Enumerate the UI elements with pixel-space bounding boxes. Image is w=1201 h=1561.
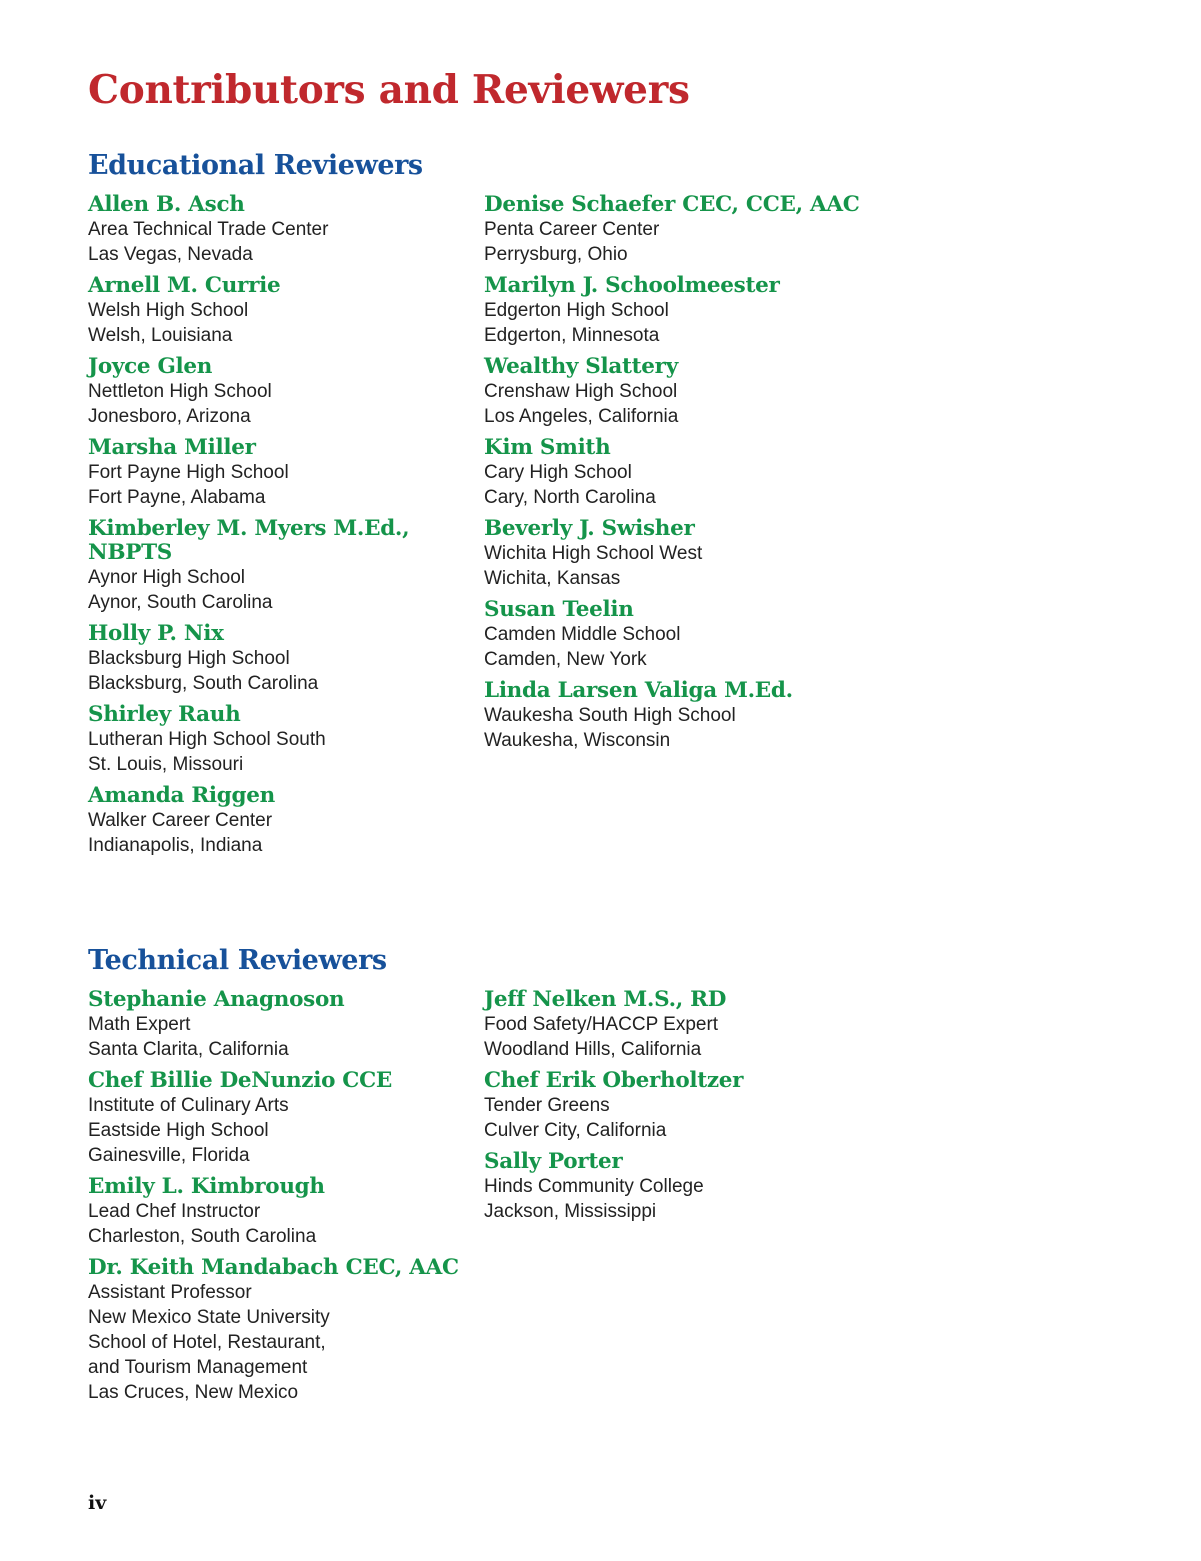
reviewer-name: Marsha Miller: [88, 435, 256, 460]
reviewer-detail-line: Welsh, Louisiana: [88, 325, 233, 346]
reviewer-name: Arnell M. Currie: [88, 273, 281, 298]
reviewer-name: Marilyn J. Schoolmeester: [484, 273, 780, 298]
reviewer-detail-line: School of Hotel, Restaurant,: [88, 1332, 326, 1353]
reviewer-entry: [484, 274, 904, 348]
reviewer-name: Sally Porter: [484, 1149, 623, 1174]
reviewer-detail-line: Indianapolis, Indiana: [88, 835, 263, 856]
reviewer-name: Shirley Rauh: [88, 702, 241, 727]
reviewer-detail-line: Culver City, California: [484, 1120, 667, 1141]
reviewer-entry: [484, 988, 904, 1062]
reviewer-detail-line: Walker Career Center: [88, 810, 273, 831]
reviewer-detail-line: Santa Clarita, California: [88, 1039, 289, 1060]
reviewer-detail-line: Woodland Hills, California: [484, 1039, 702, 1060]
reviewer-name: Jeff Nelken M.S., RD: [484, 987, 727, 1012]
reviewer-name: Joyce Glen: [88, 354, 213, 379]
reviewer-detail-line: St. Louis, Missouri: [88, 754, 244, 775]
reviewer-name: Wealthy Slattery: [484, 354, 678, 379]
reviewer-detail-line: Fort Payne High School: [88, 462, 289, 483]
reviewer-detail-line: Blacksburg, South Carolina: [88, 673, 319, 694]
reviewer-entry: [484, 517, 904, 591]
reviewer-entry: [88, 517, 458, 615]
reviewer-detail-line: Math Expert: [88, 1014, 191, 1035]
technical-reviewers-heading: Technical Reviewers: [88, 945, 387, 976]
reviewer-detail-line: Area Technical Trade Center: [88, 219, 329, 240]
reviewer-detail-line: Aynor, South Carolina: [88, 592, 273, 613]
reviewer-detail-line: Edgerton, Minnesota: [484, 325, 660, 346]
reviewer-name: Beverly J. Swisher: [484, 516, 695, 541]
reviewer-entry: [484, 598, 904, 672]
reviewer-entry: [484, 193, 904, 267]
reviewer-name: Denise Schaefer CEC, CCE, AAC: [484, 192, 860, 217]
reviewer-detail-line: Hinds Community College: [484, 1176, 704, 1197]
reviewer-name: Allen B. Asch: [88, 192, 245, 217]
reviewer-entry: [484, 1150, 904, 1224]
reviewer-entry: [88, 1069, 478, 1168]
reviewer-name: Stephanie Anagnoson: [88, 987, 345, 1012]
reviewer-detail-line: Charleston, South Carolina: [88, 1226, 317, 1247]
reviewer-detail-line: Crenshaw High School: [484, 381, 678, 402]
reviewer-detail-line: Jackson, Mississippi: [484, 1201, 657, 1222]
reviewer-detail-line: Nettleton High School: [88, 381, 272, 402]
reviewer-detail-line: Aynor High School: [88, 567, 246, 588]
educational-reviewers-heading: Educational Reviewers: [88, 150, 423, 181]
reviewer-entry: [88, 988, 478, 1062]
reviewer-detail-line: Lead Chef Instructor: [88, 1201, 261, 1222]
reviewer-detail-line: Las Cruces, New Mexico: [88, 1382, 299, 1403]
reviewer-detail-line: Eastside High School: [88, 1120, 269, 1141]
reviewer-detail-line: Wichita High School West: [484, 543, 703, 564]
reviewer-detail-line: Los Angeles, California: [484, 406, 679, 427]
reviewer-detail-line: Waukesha, Wisconsin: [484, 730, 671, 751]
reviewer-entry: [88, 784, 458, 858]
reviewer-name: Chef Billie DeNunzio CCE: [88, 1068, 393, 1093]
reviewer-name: Susan Teelin: [484, 597, 634, 622]
reviewer-detail-line: Wichita, Kansas: [484, 568, 621, 589]
technical-reviewers-right-column: [484, 988, 904, 1231]
reviewer-detail-line: Gainesville, Florida: [88, 1145, 250, 1166]
reviewer-entry: [88, 703, 458, 777]
reviewer-name: Kimberley M. Myers M.Ed., NBPTS: [88, 516, 410, 565]
educational-reviewers-right-column: [484, 193, 904, 760]
reviewer-name: Amanda Riggen: [88, 783, 275, 808]
reviewer-entry: [88, 1256, 478, 1405]
reviewer-detail-line: Camden, New York: [484, 649, 647, 670]
page-title: Contributors and Reviewers: [88, 67, 690, 113]
reviewer-name: Emily L. Kimbrough: [88, 1174, 325, 1199]
reviewer-entry: [88, 274, 458, 348]
reviewer-entry: [88, 193, 458, 267]
reviewer-entry: [484, 679, 904, 753]
reviewer-detail-line: Institute of Culinary Arts: [88, 1095, 289, 1116]
reviewer-name: Chef Erik Oberholtzer: [484, 1068, 744, 1093]
reviewer-detail-line: Camden Middle School: [484, 624, 681, 645]
educational-reviewers-left-column: [88, 193, 458, 865]
reviewer-detail-line: Food Safety/HACCP Expert: [484, 1014, 719, 1035]
reviewer-name: Kim Smith: [484, 435, 611, 460]
reviewer-detail-line: New Mexico State University: [88, 1307, 330, 1328]
reviewer-entry: [88, 355, 458, 429]
reviewer-detail-line: Cary, North Carolina: [484, 487, 656, 508]
reviewer-entry: [88, 622, 458, 696]
reviewer-entry: [484, 355, 904, 429]
reviewer-detail-line: Tender Greens: [484, 1095, 610, 1116]
page-number: iv: [88, 1492, 107, 1514]
reviewer-name: Linda Larsen Valiga M.Ed.: [484, 678, 793, 703]
reviewer-detail-line: Edgerton High School: [484, 300, 669, 321]
reviewer-name: Dr. Keith Mandabach CEC, AAC: [88, 1255, 459, 1280]
reviewer-detail-line: Welsh High School: [88, 300, 249, 321]
reviewer-detail-line: Fort Payne, Alabama: [88, 487, 266, 508]
reviewer-name: Holly P. Nix: [88, 621, 224, 646]
reviewer-detail-line: and Tourism Management: [88, 1357, 308, 1378]
reviewer-detail-line: Penta Career Center: [484, 219, 660, 240]
reviewer-detail-line: Assistant Professor: [88, 1282, 252, 1303]
reviewer-detail-line: Cary High School: [484, 462, 632, 483]
reviewer-detail-line: Blacksburg High School: [88, 648, 290, 669]
reviewer-detail-line: Las Vegas, Nevada: [88, 244, 253, 265]
reviewer-detail-line: Perrysburg, Ohio: [484, 244, 628, 265]
technical-reviewers-left-column: [88, 988, 478, 1412]
reviewer-entry: [484, 436, 904, 510]
reviewer-detail-line: Jonesboro, Arizona: [88, 406, 251, 427]
reviewer-detail-line: Lutheran High School South: [88, 729, 326, 750]
reviewer-entry: [484, 1069, 904, 1143]
reviewer-entry: [88, 1175, 478, 1249]
reviewer-entry: [88, 436, 458, 510]
reviewer-detail-line: Waukesha South High School: [484, 705, 736, 726]
